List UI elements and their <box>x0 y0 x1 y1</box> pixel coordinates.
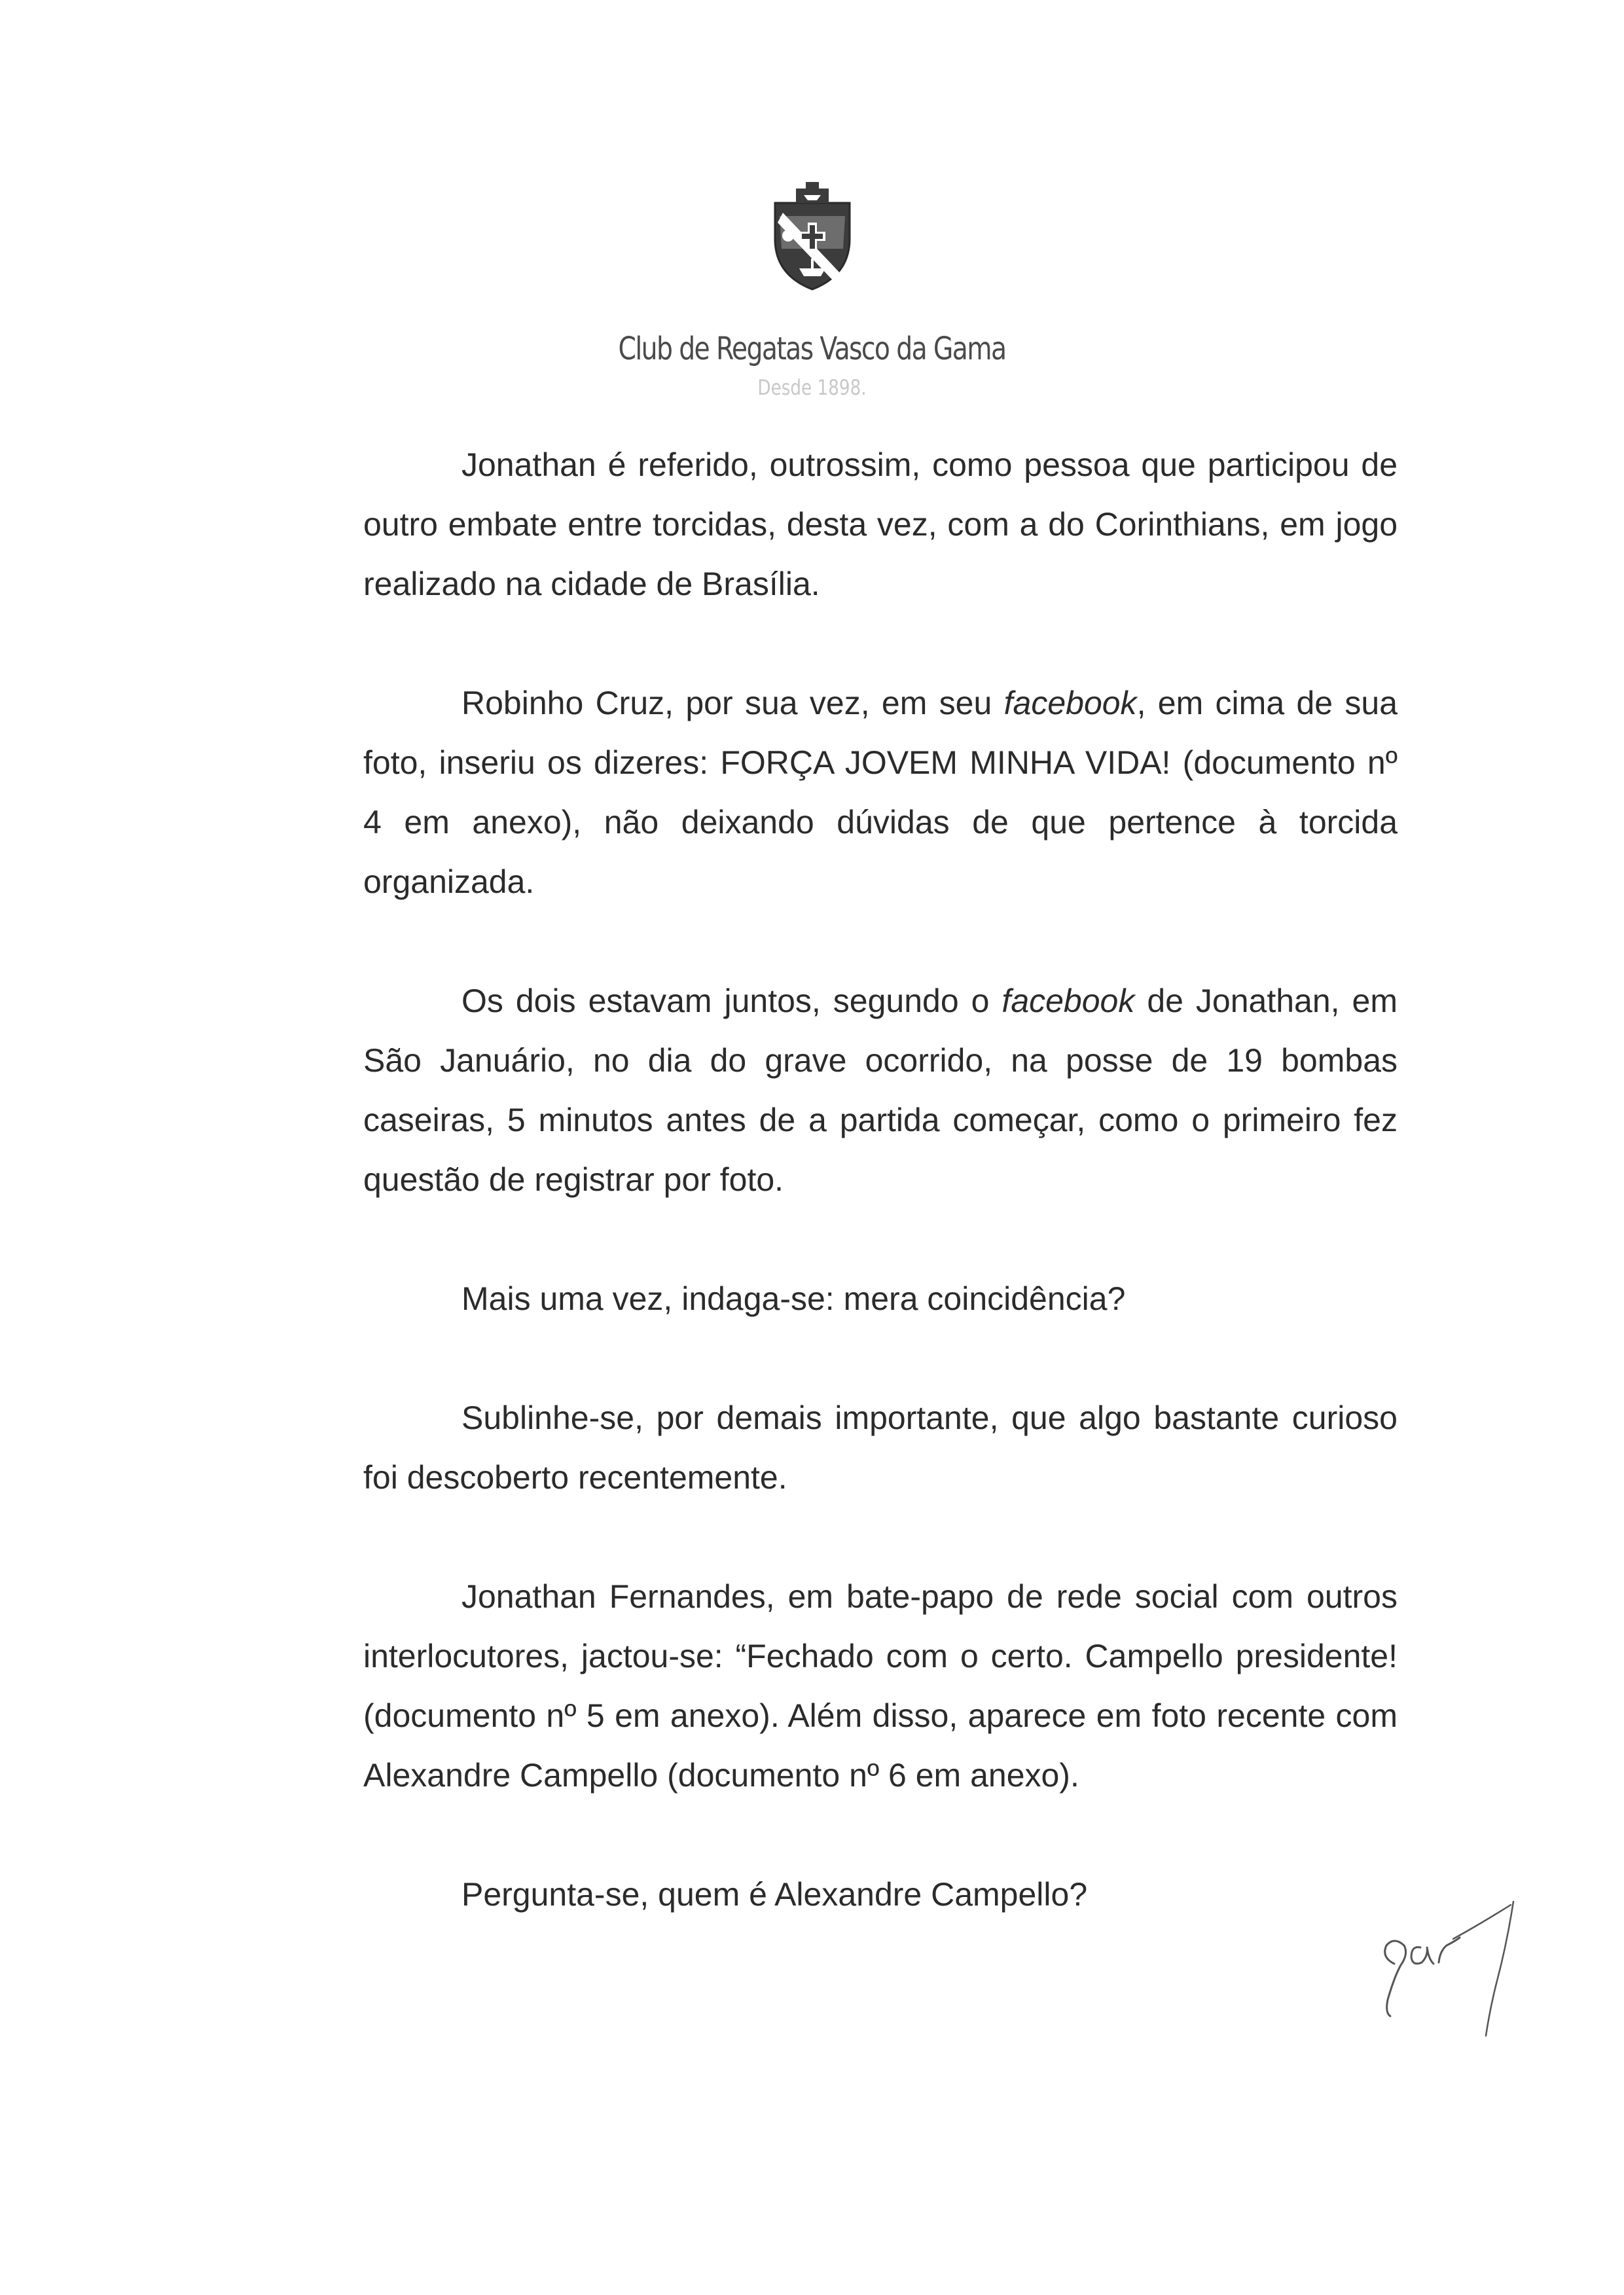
paragraph-3-italic: facebook <box>1001 983 1135 1019</box>
paragraph-3 <box>363 971 1398 1210</box>
paragraph-3-before: Os dois estavam juntos, segundo o <box>461 983 1002 1019</box>
letterhead <box>0 177 1624 400</box>
paragraph-7: Pergunta-se, quem é Alexandre Campello? <box>461 1876 1088 1913</box>
paragraph-2 <box>363 674 1398 912</box>
paragraph-5: Sublinhe-se, por demais importante, que algo bastante curioso foi descoberto recentemente. <box>363 1400 1398 1496</box>
paragraph-6: Jonathan Fernandes, em bate-papo de rede social com outros interlocutores, jactou-se: “Fechado com o certo. Campello presidente! (documento nº 5 em anexo). Além disso, aparece em foto recente com Alexandre Campello (documento nº 6 em anexo). <box>363 1578 1398 1794</box>
paragraph-2-after: , em cima de sua foto, inseriu os dizeres: FORÇA JOVEM MINHA VIDA! (documento nº 4 em anexo), não deixando dúvidas de que pertence à torcida organizada. <box>363 685 1398 900</box>
club-name: Club de Regatas Vasco da Gama <box>618 331 1006 367</box>
paragraph-3-after: de Jonathan, em São Januário, no dia do grave ocorrido, na posse de 19 bombas caseiras, 5 minutos antes de a partida começar, como o primeiro fez questão de registrar por foto. <box>363 983 1398 1198</box>
paragraph-2-before: Robinho Cruz, por sua vez, em seu <box>461 685 1004 721</box>
founded-year: Desde 1898. <box>757 375 867 400</box>
paragraph-4: Mais uma vez, indaga-se: mera coincidência? <box>461 1280 1126 1317</box>
paragraph-1: Jonathan é referido, outrossim, como pessoa que participou de outro embate entre torcidas, desta vez, com a do Corinthians, em jogo realizado na cidade de Brasília. <box>363 446 1398 602</box>
paragraph-2-italic: facebook <box>1003 685 1137 721</box>
vasco-da-gama-crest-icon <box>770 177 855 291</box>
handwritten-initials-icon <box>1368 1885 1538 2049</box>
document-body <box>363 435 1398 1925</box>
